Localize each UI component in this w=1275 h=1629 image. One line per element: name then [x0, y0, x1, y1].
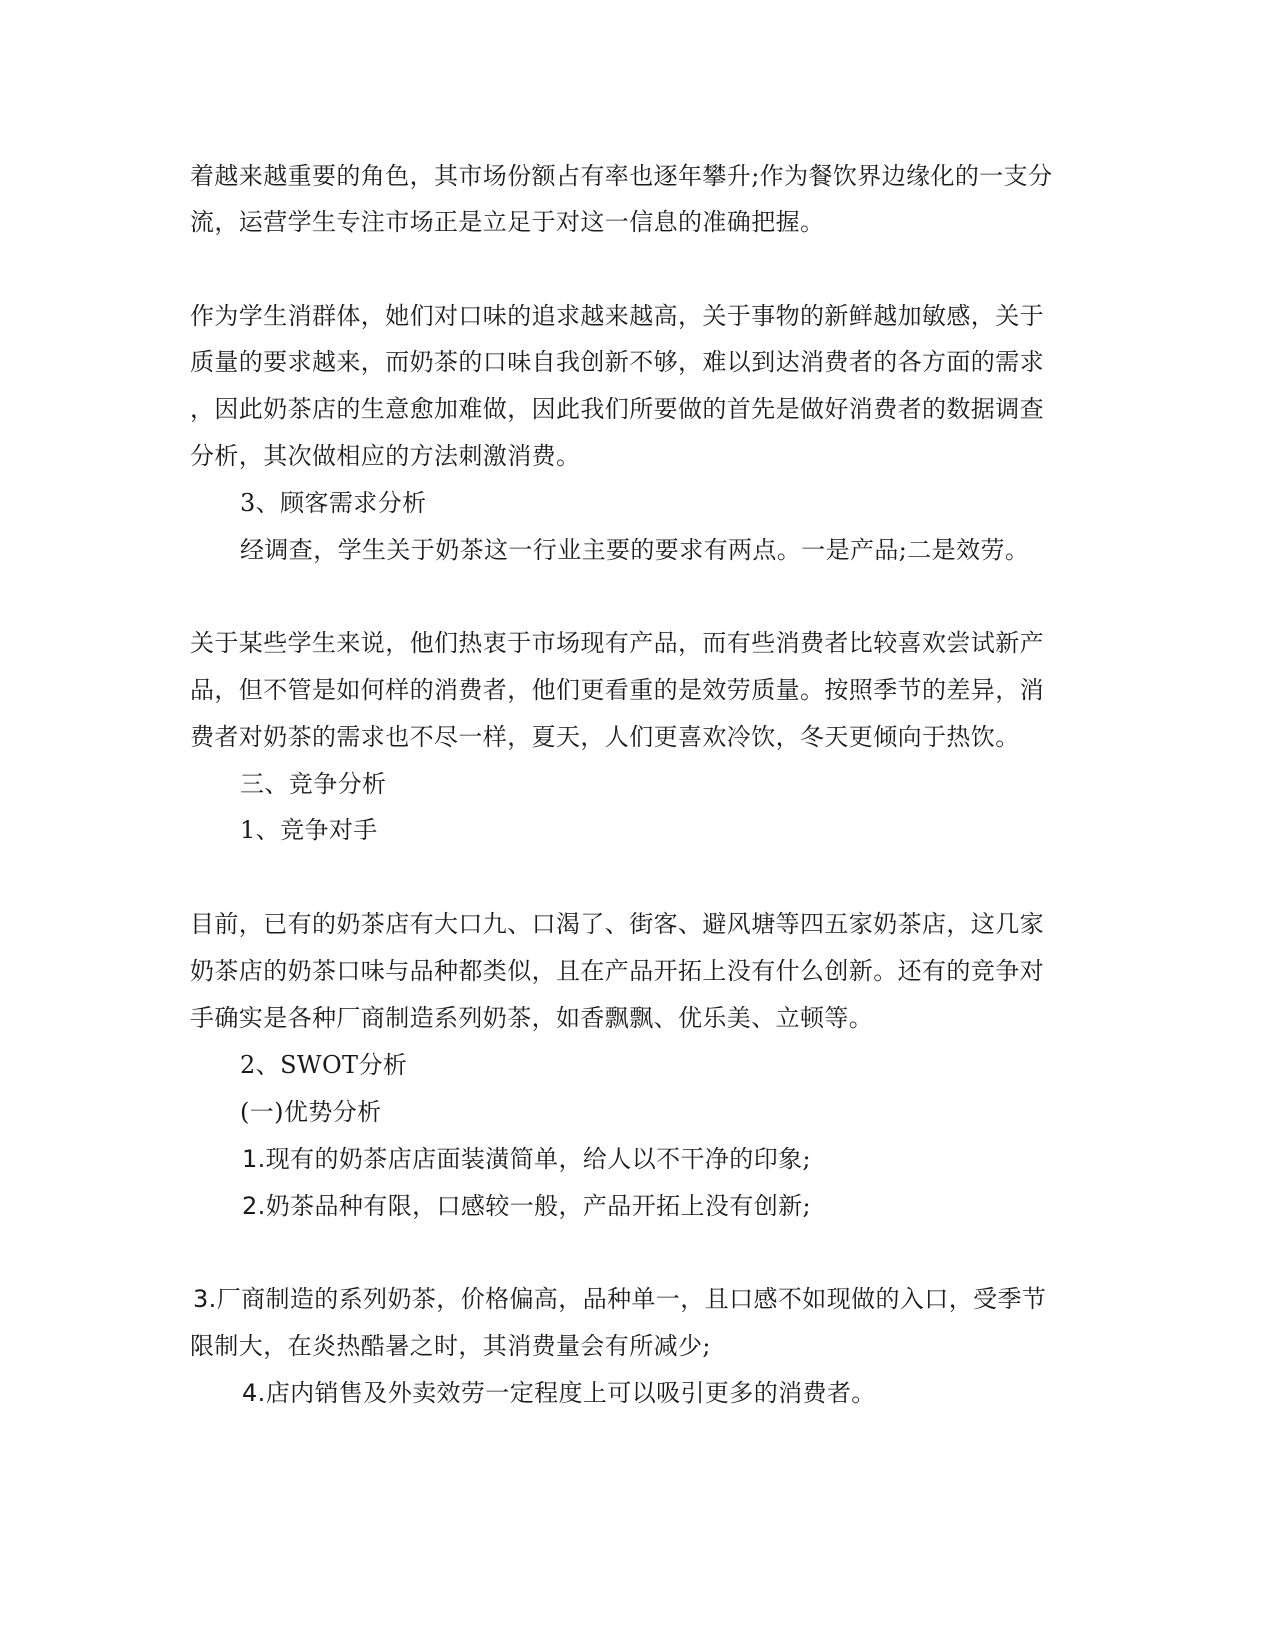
list-item: [242, 1378, 876, 1408]
list-number: 1.: [242, 1145, 266, 1173]
list-item: [242, 1191, 811, 1221]
list-item-text: 奶茶品种有限，口感较一般，产品开拓上没有创新;: [265, 1192, 811, 1220]
list-number: 3.: [193, 1285, 217, 1313]
paragraph-line: 质量的要求越来，而奶茶的口味自我创新不够，难以到达消费者的各方面的需求: [190, 348, 1044, 376]
section-heading: 3、顾客需求分析: [240, 489, 427, 517]
list-item-text: 店内销售及外卖效劳一定程度上可以吸引更多的消费者。: [265, 1379, 876, 1407]
paragraph-line: 关于某些学生来说，他们热衷于市场现有产品，而有些消费者比较喜欢尝试新产: [190, 629, 1044, 657]
paragraph-line: 目前，已有的奶茶店有大口九、口渴了、街客、避风塘等四五家奶茶店，这几家: [190, 910, 1044, 938]
paragraph-line: 品，但不管是如何样的消费者，他们更看重的是效劳质量。按照季节的差异，消: [190, 676, 1044, 704]
paragraph-line: 着越来越重要的角色，其市场份额占有率也逐年攀升;作为餐饮界边缘化的一支分: [190, 162, 1053, 190]
paragraph-line: 分析，其次做相应的方法刺激消费。: [190, 442, 581, 470]
paragraph-line: 奶茶店的奶茶口味与品种都类似，且在产品开拓上没有什么创新。还有的竞争对: [190, 957, 1044, 985]
paragraph-line: ，因此奶茶店的生意愈加难做，因此我们所要做的首先是做好消费者的数据调查: [190, 395, 1044, 423]
paragraph-line: 限制大，在炎热酷暑之时，其消费量会有所减少;: [190, 1332, 711, 1360]
paragraph-line: 流，运营学生专注市场正是立足于对这一信息的准确把握。: [190, 208, 825, 236]
section-heading: 三、竞争分析: [240, 770, 387, 798]
list-number: 2.: [242, 1192, 266, 1220]
paragraph-line: 手确实是各种厂商制造系列奶茶，如香飘飘、优乐美、立顿等。: [190, 1004, 874, 1032]
paragraph-line: 费者对奶茶的需求也不尽一样，夏天，人们更喜欢冷饮，冬天更倾向于热饮。: [190, 723, 1020, 751]
list-item: [193, 1284, 1046, 1314]
paragraph-line: 经调查，学生关于奶茶这一行业主要的要求有两点。一是产品;二是效劳。: [240, 536, 1030, 564]
subsection-heading: 1、竞争对手: [240, 816, 378, 844]
list-item: [242, 1144, 811, 1174]
subsection-heading: (一)优势分析: [240, 1098, 382, 1126]
list-number: 4.: [242, 1379, 266, 1407]
list-item-text: 厂商制造的系列奶茶，价格偏高，品种单一，且口感不如现做的入口，受季节: [216, 1285, 1047, 1313]
paragraph-line: 作为学生消群体，她们对口味的追求越来越高，关于事物的新鲜越加敏感，关于: [190, 302, 1044, 330]
subsection-heading: 2、SWOT分析: [240, 1051, 408, 1079]
list-item-text: 现有的奶茶店店面装潢简单，给人以不干净的印象;: [265, 1145, 811, 1173]
